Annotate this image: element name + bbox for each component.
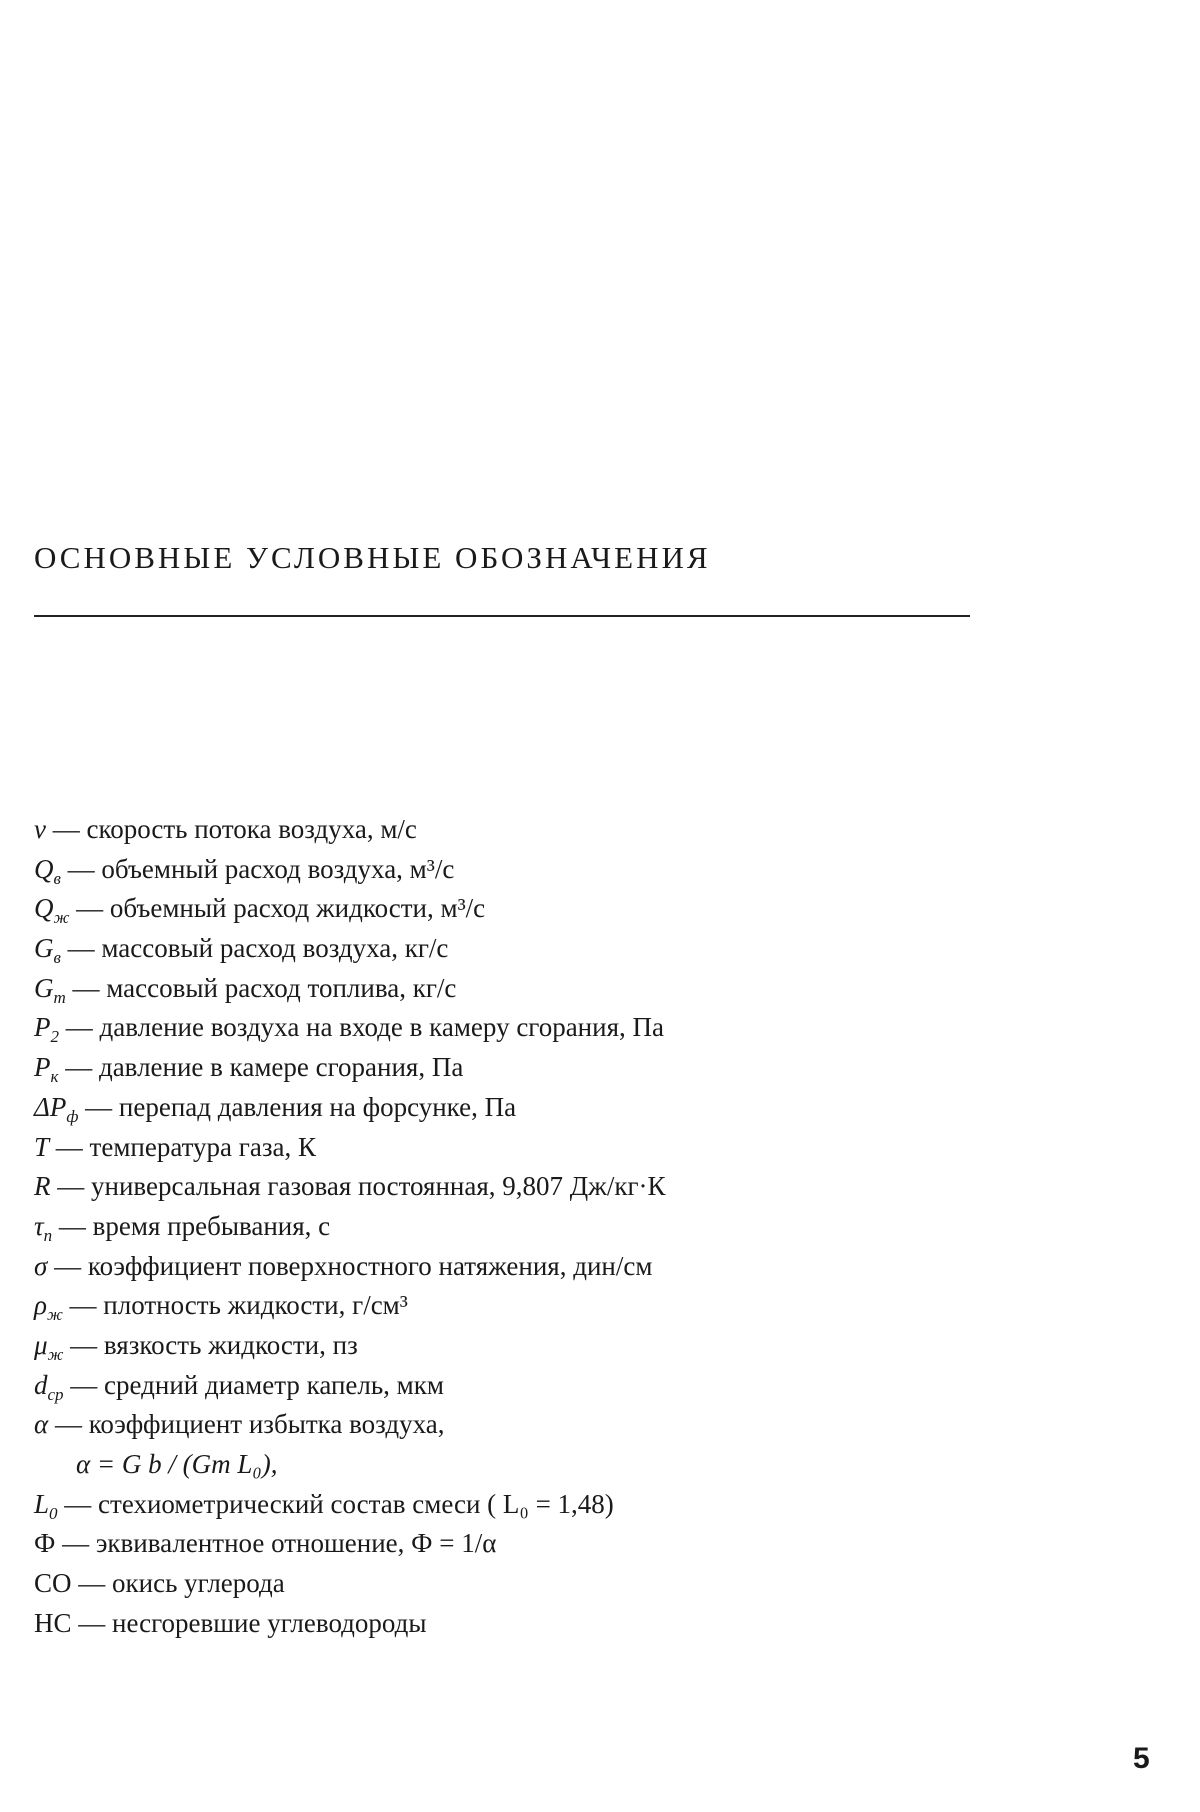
symbol-subscript: ж	[53, 908, 70, 928]
symbol-row	[34, 1445, 1134, 1485]
symbol-row	[34, 1207, 1134, 1247]
symbol-description: — перепад давления на форсунке, Па	[78, 1091, 517, 1122]
symbol	[34, 1286, 63, 1326]
symbol-letter: ρ	[34, 1290, 47, 1321]
symbol-description: — несгоревшие углеводороды	[71, 1607, 427, 1638]
symbol-letter: Ф	[34, 1528, 56, 1559]
symbol	[34, 1247, 47, 1287]
symbol	[34, 850, 61, 890]
symbol	[34, 1128, 49, 1168]
symbol-row	[34, 929, 1134, 969]
symbol-description: — массовый расход топлива, кг/с	[65, 972, 457, 1003]
symbol	[34, 1008, 59, 1048]
symbol-description: — универсальная газовая постоянная, 9,807 Дж/кг·К	[50, 1171, 666, 1202]
symbol-row	[34, 969, 1134, 1009]
symbol-letter: P	[34, 1052, 51, 1083]
symbol-description: — время пребывания, с	[52, 1210, 331, 1241]
symbol-subscript: 0	[49, 1503, 58, 1523]
symbol-letter: v	[34, 814, 46, 844]
formula-continuation: α = G b / (Gт L₀),	[76, 1449, 278, 1479]
symbol	[34, 810, 46, 850]
symbol	[34, 1405, 48, 1445]
symbol-letter: G	[34, 933, 54, 964]
page-number: 5	[1133, 1742, 1150, 1775]
symbol-description: — средний диаметр капель, мкм	[63, 1369, 444, 1400]
symbol-subscript: ж	[46, 1305, 63, 1325]
symbol	[34, 1564, 72, 1604]
symbol-description: — эквивалентное отношение, Ф = 1/α	[55, 1528, 497, 1559]
symbol-row	[34, 1247, 1134, 1287]
symbol	[34, 1366, 64, 1406]
symbol-letter: R	[34, 1171, 51, 1202]
symbol-letter: α	[34, 1409, 49, 1440]
symbol-letter: НС	[34, 1607, 72, 1638]
symbol	[34, 1524, 55, 1564]
symbol-row	[34, 1167, 1134, 1207]
symbol	[34, 1207, 52, 1247]
symbol-row	[34, 1604, 1134, 1644]
symbol	[34, 889, 69, 929]
symbol-row	[34, 889, 1134, 929]
symbol-description: — давление воздуха на входе в камеру сгорания, Па	[59, 1012, 664, 1043]
symbol	[34, 969, 66, 1009]
symbol-row	[34, 1128, 1134, 1168]
symbol	[34, 1088, 78, 1128]
symbol-row	[34, 1564, 1134, 1604]
symbol-description: — объемный расход жидкости, м³/с	[69, 893, 486, 924]
symbol-description: — объемный расход воздуха, м³/с	[60, 853, 455, 884]
symbol-description: — вязкость жидкости, пз	[63, 1329, 358, 1360]
symbol-subscript: ж	[47, 1344, 64, 1364]
symbol-description: — массовый расход воздуха, кг/с	[60, 933, 449, 964]
page-title: ОСНОВНЫЕ УСЛОВНЫЕ ОБОЗНАЧЕНИЯ	[34, 540, 711, 575]
symbol-row	[34, 1524, 1134, 1564]
symbol-list	[34, 810, 1134, 1643]
symbol-row	[34, 1485, 1134, 1525]
symbol-row	[34, 810, 1134, 850]
symbol-letter: G	[34, 972, 54, 1003]
symbol-subscript: 2	[50, 1027, 59, 1047]
symbol	[34, 1326, 63, 1366]
symbol-row	[34, 1048, 1134, 1088]
symbol-description: — плотность жидкости, г/см³	[62, 1290, 408, 1321]
symbol-letter: μ	[34, 1329, 48, 1360]
symbol	[34, 1167, 51, 1207]
symbol-description: — давление в камере сгорания, Па	[58, 1052, 464, 1083]
symbol-letter: P	[34, 1012, 51, 1043]
symbol-subscript: ср	[47, 1384, 64, 1404]
symbol-subscript: в	[53, 948, 61, 968]
symbol-letter: СО	[34, 1568, 72, 1599]
symbol-description: — стехиометрический состав смеси ( L₀ = 1,48)	[57, 1488, 614, 1519]
symbol-row	[34, 1326, 1134, 1366]
symbol-letter: d	[34, 1369, 48, 1400]
symbol	[34, 1048, 58, 1088]
symbol-row	[34, 1088, 1134, 1128]
symbol-row	[34, 1008, 1134, 1048]
symbol-letter: τ	[34, 1210, 44, 1241]
symbol-description: — окись углерода	[71, 1568, 285, 1599]
symbol-letter: L	[34, 1488, 50, 1519]
symbol-subscript: в	[53, 868, 61, 888]
symbol-letter: Q	[34, 853, 54, 884]
symbol-description: — скорость потока воздуха, м/с	[45, 814, 417, 844]
symbol-letter: Q	[34, 893, 54, 924]
symbol-subscript: т	[53, 987, 66, 1007]
symbol	[34, 1485, 58, 1525]
symbol-row	[34, 1405, 1134, 1445]
title-rule	[34, 615, 970, 617]
symbol-row	[34, 850, 1134, 890]
symbol-subscript: к	[50, 1067, 59, 1087]
symbol-description: — температура газа, К	[49, 1131, 317, 1162]
symbol	[34, 929, 61, 969]
symbol-row	[34, 1286, 1134, 1326]
symbol-letter: ΔP	[34, 1091, 67, 1122]
symbol-subscript: п	[43, 1225, 53, 1245]
symbol-letter: σ	[34, 1250, 48, 1281]
symbol-description: — коэффициент избытка воздуха,	[48, 1409, 445, 1440]
symbol-letter: T	[34, 1131, 50, 1162]
symbol-subscript: ф	[66, 1106, 79, 1126]
symbol-row	[34, 1366, 1134, 1406]
symbol-description: — коэффициент поверхностного натяжения, дин/см	[47, 1250, 653, 1281]
symbol	[34, 1604, 72, 1644]
